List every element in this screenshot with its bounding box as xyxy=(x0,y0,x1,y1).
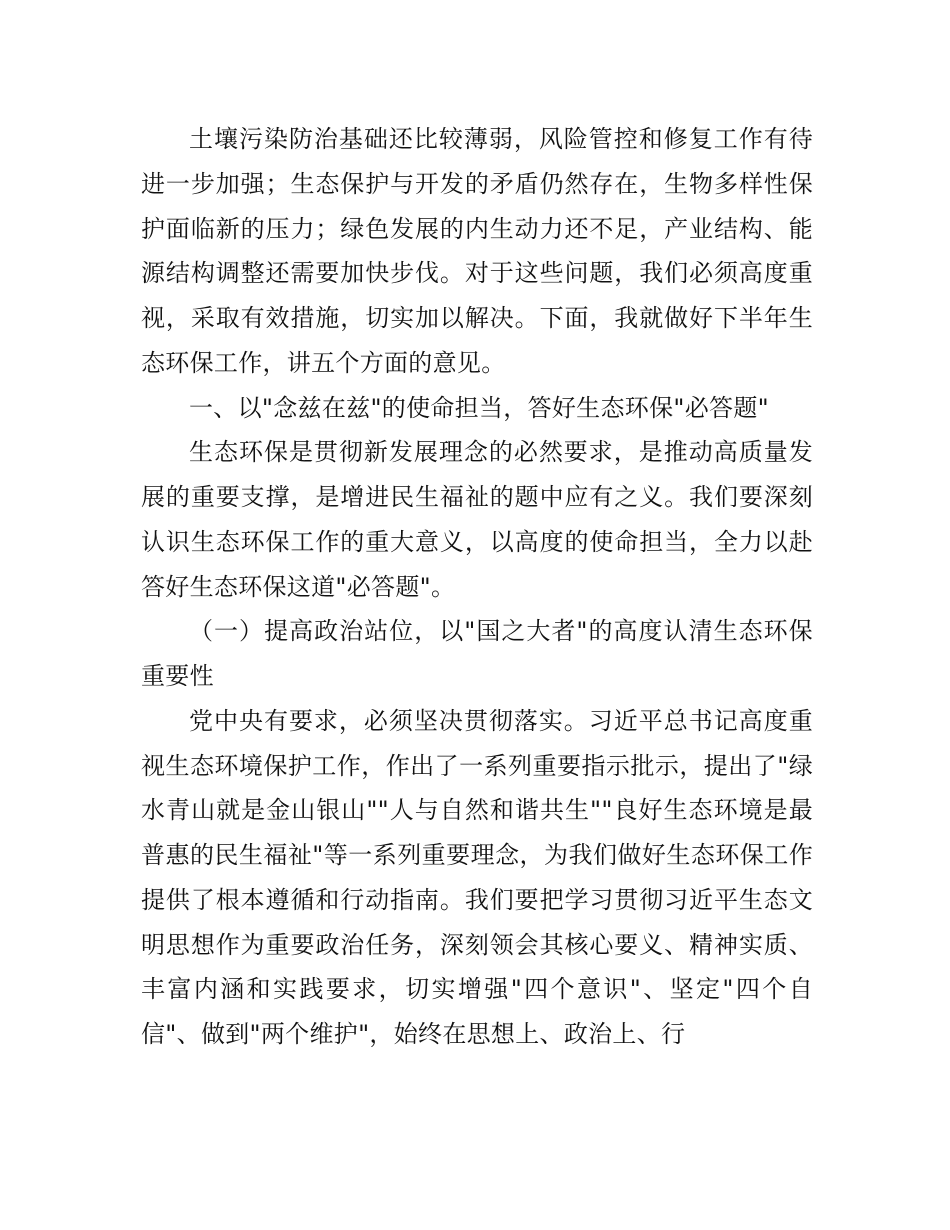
paragraph-party-requirements: 党中央有要求，必须坚决贯彻落实。习近平总书记高度重视生态环境保护工作，作出了一系列重要指示批示，提出了"绿水青山就是金山银山""人与自然和谐共生""良好生态环境是最普惠的民生福祉"等一系列重要理念，为我们做好生态环保工作提供了根本遵循和行动指南。我们要把学习贯彻习近平生态文明思想作为重要政治任务，深刻领会其核心要义、精神实质、丰富内涵和实践要求，切实增强"四个意识"、坚定"四个自信"、做到"两个维护"，始终在思想上、政治上、行 xyxy=(141,706,813,1048)
paragraph-problems-summary: 土壤污染防治基础还比较薄弱，风险管控和修复工作有待进一步加强；生态保护与开发的矛盾仍然存在，生物多样性保护面临新的压力；绿色发展的内生动力还不足，产业结构、能源结构调整还需要加快步伐。对于这些问题，我们必须高度重视，采取有效措施，切实加以解决。下面，我就做好下半年生态环保工作，讲五个方面的意见。 xyxy=(141,125,813,377)
subsection-heading-1: （一）提高政治站位，以"国之大者"的高度认清生态环保重要性 xyxy=(141,617,813,690)
section-heading-1: 一、以"念兹在兹"的使命担当，答好生态环保"必答题" xyxy=(189,393,769,422)
paragraph-section-intro: 生态环保是贯彻新发展理念的必然要求，是推动高质量发展的重要支撑，是增进民生福祉的题中应有之义。我们要深刻认识生态环保工作的重大意义，以高度的使命担当，全力以赴答好生态环保这道"必答题"。 xyxy=(141,438,813,601)
document-body xyxy=(141,117,813,1057)
